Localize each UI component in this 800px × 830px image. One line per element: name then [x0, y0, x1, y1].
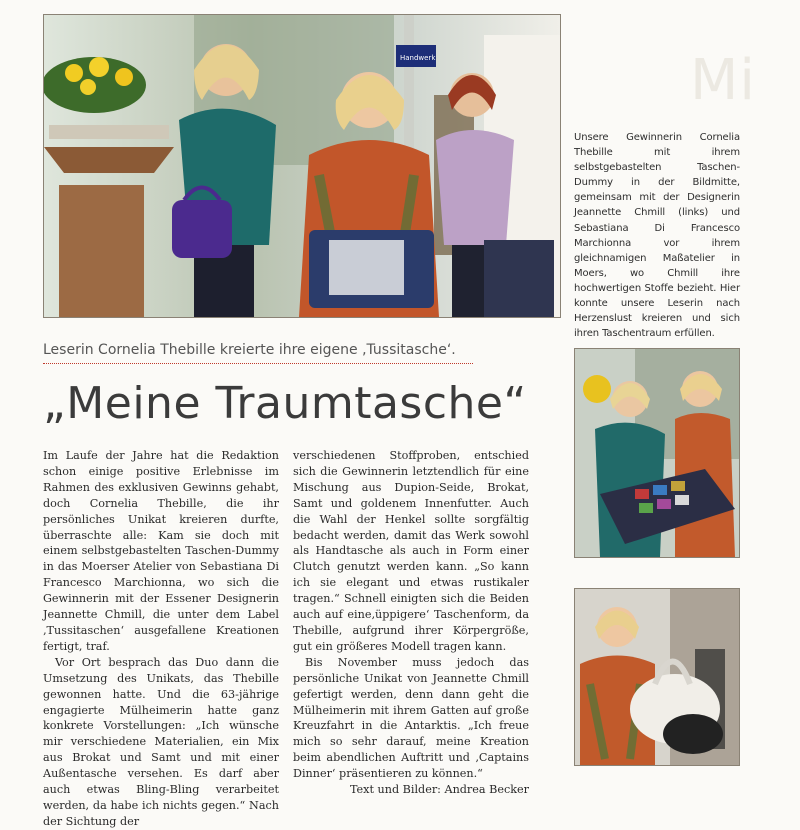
designer-with-bag-photo	[574, 588, 740, 766]
fabric-samples-photo	[574, 348, 740, 558]
paragraph: Vor Ort besprach das Duo dann die Umsetzung des Unikats, das Thebille gewonnen hatte. Und die 63-jährige engagierte Mülheimerin hatte ganz konkrete Vorstellungen: „Ich wünsche mir verschiedene Materialien, ein Mix aus Brokat und Samt und mit einer Außentasche versehen. Es darf aber auch etwas Bling-Bling verarbeitet werden, da habe ich nichts gegen.“ Nach der Sichtung der	[43, 655, 279, 828]
article-kicker: Leserin Cornelia Thebille kreierte ihre eigene ‚Tussitasche‘.	[43, 342, 473, 364]
paragraph: Im Laufe der Jahre hat die Redaktion schon einige positive Erlebnisse im Rahmen des exklusiven Gewinns gehabt, doch Cornelia Thebille, die ihr persönliches Unikat kreieren durfte, überraschte alle: Kam sie doch mit einem selbstgebastelten Taschen-Dummy in das Moerser Atelier von Sebastiana Di Francesco Marchionna, wo sich die Gewinnerin mit der Essener Designerin Jeannette Chmill, die unter dem Label ‚Tussitaschen‘ ausgefallene Kreationen fertigt, traf.	[43, 449, 279, 653]
shop-sign-text: Handwerk	[400, 54, 436, 62]
article-headline: „Meine Traumtasche“	[43, 378, 527, 429]
paragraph: Bis November muss jedoch das persönliche Unikat von Jeannette Chmill gefertigt werden, denn dann geht die Mülheimerin mit ihrem Gatten auf große Kreuzfahrt in die Antarktis. „Ich freue mich so sehr darauf, meine Kreation beim abendlichen Auftritt und ‚Captains Dinner‘ präsentieren zu können.“	[293, 655, 529, 781]
photo-caption: Unsere Gewinnerin Cornelia Thebille mit ihrem selbstgebastelten Taschen-Dummy in der Bildmitte, gemeinsam mit der Designerin Jeannette Chmill (links) und Sebastiana Di Francesco Marchionna vor ihrem gleichnamigen Maßatelier in Moers, wo Chmill ihre hochwertigen Stoffe bezieht. Hier konnte unsere Leserin nach Herzenslust kreieren und sich ihren Taschentraum erfüllen.	[574, 132, 740, 340]
paragraph: verschiedenen Stoffproben, entschied sich die Gewinnerin letztendlich für eine Mischung aus Dupion-Seide, Brokat, Samt und goldenem Innenfutter. Auch die Wahl der Henkel sollte sorgfältig bedacht werden, damit das Werk sowohl als Handtasche als auch in Form einer Clutch genutzt werden kann. „So kann ich sie elegant und etwas rustikaler tragen.“ Schnell einigten sich die Beiden auch auf eine‚üppigere‘ Taschenform, da Thebille, aufgrund ihrer Körpergröße, gut ein größeres Modell tragen kann.	[293, 449, 529, 653]
article-column-right	[293, 448, 529, 798]
article-column-left	[43, 448, 279, 830]
main-photo	[43, 14, 561, 318]
background-title-fragment: Mi	[690, 48, 756, 113]
author-credit: Text und Bilder: Andrea Becker	[349, 783, 529, 797]
